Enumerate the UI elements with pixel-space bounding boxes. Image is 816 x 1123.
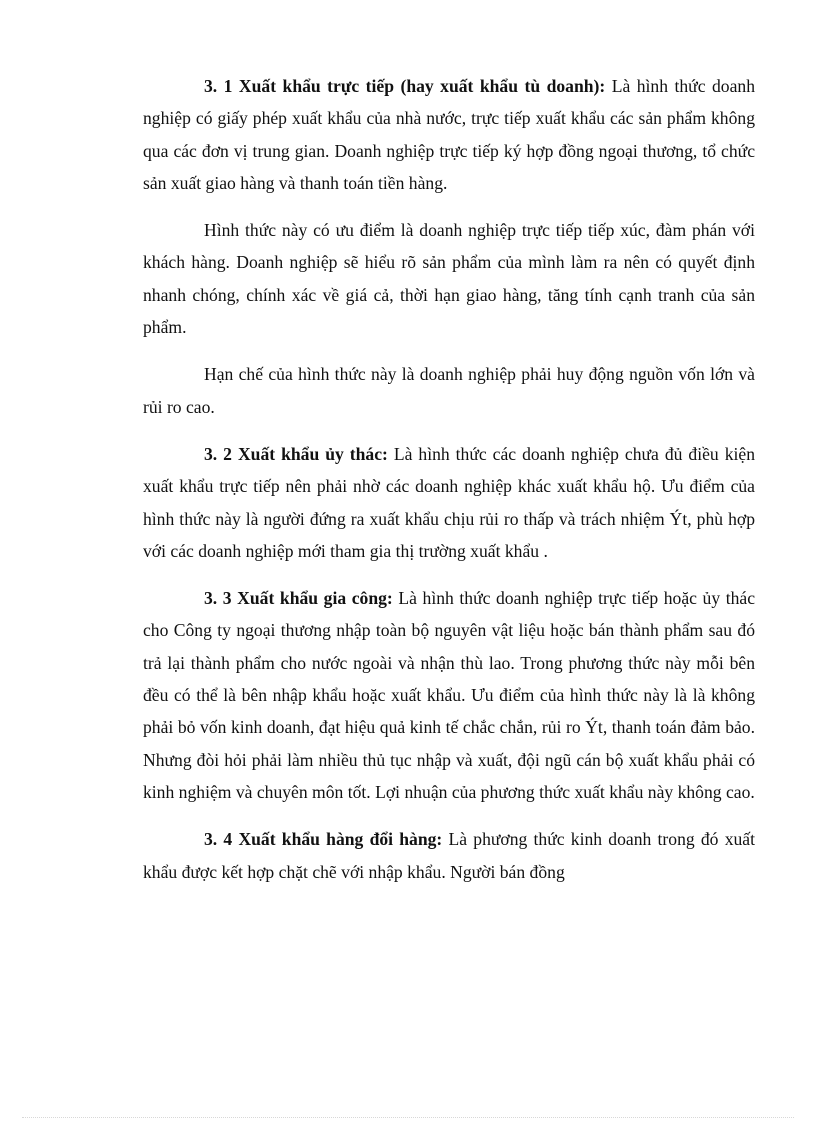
paragraph-text: Hình thức này có ưu điểm là doanh nghiệp trực tiếp tiếp xúc, đàm phán với khách hàng. Doanh nghiệp sẽ hiểu rõ sản phẩm của mình làm ra nên có quyết định nhanh chóng, chính xác về giá cả, thời hạn giao hàng, tăng tính cạnh tranh của sản phẩm. (143, 220, 755, 338)
paragraph-text: Là hình thức doanh nghiệp trực tiếp hoặc ủy thác cho Công ty ngoại thương nhập toàn bộ nguyên vật liệu hoặc bán thành phẩm sau đó trả lại thành phẩm cho nước ngoài và nhận thù lao. Trong phương thức này mỗi bên đều có thể là bên nhập khẩu hoặc xuất khẩu. Ưu điểm của hình thức này là là không phải bỏ vốn kinh doanh, đạt hiệu quả kinh tế chắc chắn, rủi ro Ýt, thanh toán đảm bảo. Nhưng đòi hỏi phải làm nhiều thủ tục nhập và xuất, đội ngũ cán bộ xuất khẩu phải có kinh nghiệm và chuyên môn tốt. Lợi nhuận của phương thức xuất khẩu này không cao. (143, 588, 756, 802)
document-page (143, 70, 755, 888)
paragraph-text: Là hình thức doanh nghiệp có giấy phép xuất khẩu của nhà nước, trực tiếp xuất khẩu các sản phẩm không qua các đơn vị trung gian. Doanh nghiệp trực tiếp ký hợp đồng ngoại thương, tổ chức sản xuất giao hàng và thanh toán tiền hàng. (143, 76, 755, 193)
paragraph-direct-export-limitations (143, 358, 755, 423)
paragraph-barter-export (143, 823, 755, 888)
page-bottom-divider (22, 1117, 794, 1118)
paragraph-text: Là hình thức các doanh nghiệp chưa đủ điều kiện xuất khẩu trực tiếp nên phải nhờ các doanh nghiệp khác xuất khẩu hộ. Ưu điểm của hình thức này là người đứng ra xuất khẩu chịu rủi ro thấp và trách nhiệm Ýt, phù hợp với các doanh nghiệp mới tham gia thị trường xuất khẩu . (143, 443, 755, 561)
paragraph-text: Hạn chế của hình thức này là doanh nghiệp phải huy động nguồn vốn lớn và rủi ro cao. (143, 364, 755, 417)
paragraph-direct-export (143, 70, 755, 199)
section-heading-3-3: 3. 3 Xuất khẩu gia công: (204, 588, 393, 609)
section-heading-3-2: 3. 2 Xuất khẩu ủy thác: (204, 443, 388, 464)
paragraph-entrusted-export (143, 438, 755, 567)
paragraph-processing-export (143, 582, 755, 808)
section-heading-3-1: 3. 1 Xuất khẩu trực tiếp (hay xuất khẩu tù doanh): (204, 76, 606, 96)
paragraph-direct-export-advantages (143, 214, 755, 343)
paragraph-text: Là phương thức kinh doanh trong đó xuất khẩu được kết hợp chặt chẽ với nhập khẩu. Người bán đồng (143, 829, 755, 882)
section-heading-3-4: 3. 4 Xuất khẩu hàng đổi hàng: (204, 829, 443, 850)
